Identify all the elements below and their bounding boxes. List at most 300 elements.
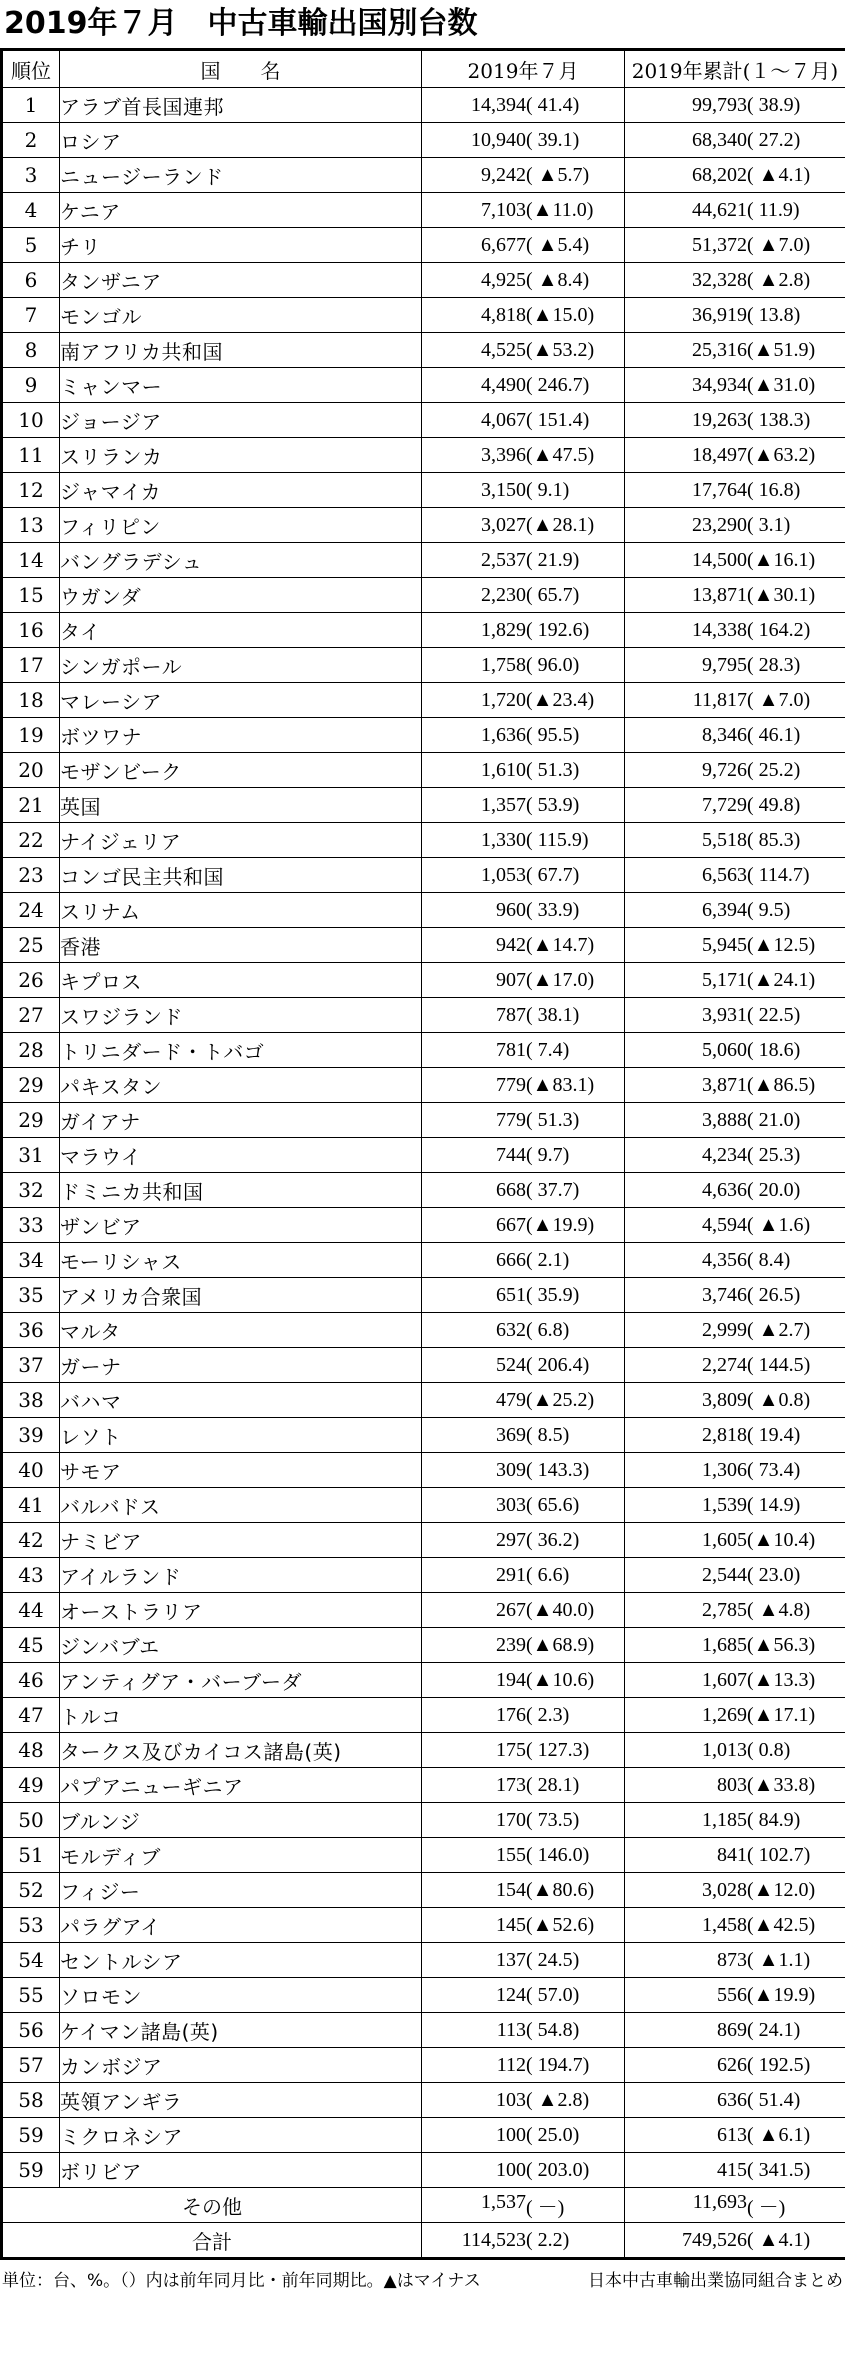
ytd-change: ( 28.3) [747, 653, 801, 676]
total-month [422, 2223, 625, 2259]
ytd-cell [625, 1243, 845, 1278]
table-row [2, 753, 845, 788]
table-row [2, 228, 845, 263]
table-row [2, 1733, 845, 1768]
country-cell: セントルシア [60, 1943, 422, 1978]
ytd-cell [625, 123, 845, 158]
country-cell: アメリカ合衆国 [60, 1278, 422, 1313]
month-change: ( 57.0) [526, 1983, 580, 2006]
table-row [2, 1663, 845, 1698]
ytd-cell [625, 1698, 845, 1733]
ytd-value: 3,931 [702, 1003, 747, 1026]
rank-cell: 26 [2, 963, 60, 998]
ytd-value: 7,729 [702, 793, 747, 816]
month-change: ( 38.1) [526, 1003, 580, 1026]
month-value: 124 [496, 1983, 526, 2006]
month-value: 1,758 [481, 653, 526, 676]
table-row [2, 893, 845, 928]
rank-cell: 12 [2, 473, 60, 508]
ytd-change: (▲51.9) [747, 338, 816, 361]
ytd-value: 1,607 [702, 1668, 747, 1691]
country-cell: ザンビア [60, 1208, 422, 1243]
rank-cell: 29 [2, 1068, 60, 1103]
total-label: 合計 [2, 2223, 422, 2259]
month-change: ( 246.7) [526, 373, 590, 396]
country-cell: レソト [60, 1418, 422, 1453]
month-value: 1,357 [481, 793, 526, 816]
month-cell [422, 1523, 625, 1558]
rank-cell: 32 [2, 1173, 60, 1208]
table-row [2, 158, 845, 193]
rank-cell: 6 [2, 263, 60, 298]
table-row [2, 543, 845, 578]
month-change: ( ▲2.8) [526, 2088, 590, 2111]
ytd-change: ( ▲2.7) [747, 1318, 811, 1341]
month-cell [422, 1593, 625, 1628]
month-change: (▲14.7) [526, 933, 595, 956]
month-value: 175 [496, 1738, 526, 1761]
month-change: ( 203.0) [526, 2158, 590, 2181]
rank-cell: 53 [2, 1908, 60, 1943]
country-cell: カンボジア [60, 2048, 422, 2083]
table-row [2, 1523, 845, 1558]
ytd-cell [625, 193, 845, 228]
ytd-change: ( 19.4) [747, 1423, 801, 1446]
ytd-cell [625, 963, 845, 998]
ytd-change: ( 16.8) [747, 478, 801, 501]
month-cell [422, 1383, 625, 1418]
country-cell: タンザニア [60, 263, 422, 298]
ytd-value: 9,795 [702, 653, 747, 676]
rank-cell: 24 [2, 893, 60, 928]
ytd-value: 3,028 [702, 1878, 747, 1901]
page-title: 2019年７月 中古車輸出国別台数 [4, 6, 478, 41]
rank-cell: 54 [2, 1943, 60, 1978]
table-row [2, 1278, 845, 1313]
month-value: 4,925 [481, 268, 526, 291]
month-cell [422, 1278, 625, 1313]
rank-cell: 4 [2, 193, 60, 228]
country-cell: バングラデシュ [60, 543, 422, 578]
ytd-cell [625, 753, 845, 788]
ytd-value: 4,234 [702, 1143, 747, 1166]
ytd-value: 3,871 [702, 1073, 747, 1096]
table-row [2, 263, 845, 298]
month-change: ( ▲8.4) [526, 268, 590, 291]
month-value: 176 [496, 1703, 526, 1726]
ytd-value: 99,793 [692, 93, 747, 116]
month-cell [422, 473, 625, 508]
month-change: ( 192.6) [526, 618, 590, 641]
ytd-cell [625, 88, 845, 123]
rank-cell: 51 [2, 1838, 60, 1873]
rank-cell: 19 [2, 718, 60, 753]
month-value: 779 [496, 1073, 526, 1096]
ytd-change: ( 25.2) [747, 758, 801, 781]
table-row [2, 2153, 845, 2188]
ytd-change: ( 84.9) [747, 1808, 801, 1831]
rank-cell: 55 [2, 1978, 60, 2013]
ytd-cell [625, 1908, 845, 1943]
month-cell [422, 998, 625, 1033]
ytd-change: (▲56.3) [747, 1633, 816, 1656]
month-value: 1,720 [481, 688, 526, 711]
country-cell: アイルランド [60, 1558, 422, 1593]
ytd-value: 2,544 [702, 1563, 747, 1586]
month-cell [422, 1733, 625, 1768]
month-cell [422, 1103, 625, 1138]
month-cell [422, 2153, 625, 2188]
table-row [2, 963, 845, 998]
month-value: 960 [496, 898, 526, 921]
ytd-cell [625, 1138, 845, 1173]
ytd-change: (▲19.9) [747, 1983, 816, 2006]
ytd-change: ( 49.8) [747, 793, 801, 816]
month-value: 4,490 [481, 373, 526, 396]
month-value: 1,053 [481, 863, 526, 886]
ytd-cell [625, 1768, 845, 1803]
rank-cell: 59 [2, 2153, 60, 2188]
ytd-cell [625, 2013, 845, 2048]
rank-cell: 36 [2, 1313, 60, 1348]
month-value: 787 [496, 1003, 526, 1026]
other-month-value: 1,537 [481, 2190, 526, 2213]
table-row [2, 88, 845, 123]
month-value: 309 [496, 1458, 526, 1481]
rank-cell: 35 [2, 1278, 60, 1313]
month-value: 267 [496, 1598, 526, 1621]
rank-cell: 50 [2, 1803, 60, 1838]
ytd-change: (▲31.0) [747, 373, 816, 396]
month-change: ( 51.3) [526, 758, 580, 781]
month-change: ( 151.4) [526, 408, 590, 431]
rank-cell: 49 [2, 1768, 60, 1803]
ytd-cell [625, 2118, 845, 2153]
month-cell [422, 683, 625, 718]
country-cell: ジャマイカ [60, 473, 422, 508]
month-cell [422, 1628, 625, 1663]
month-cell [422, 123, 625, 158]
rank-cell: 38 [2, 1383, 60, 1418]
table-row [2, 648, 845, 683]
ytd-value: 6,563 [702, 863, 747, 886]
ytd-value: 5,518 [702, 828, 747, 851]
ytd-cell [625, 928, 845, 963]
rank-cell: 37 [2, 1348, 60, 1383]
ytd-value: 44,621 [692, 198, 747, 221]
ytd-change: ( 21.0) [747, 1108, 801, 1131]
month-change: (▲28.1) [526, 513, 595, 536]
month-value: 4,525 [481, 338, 526, 361]
ytd-value: 841 [717, 1843, 747, 1866]
month-cell [422, 193, 625, 228]
ytd-cell [625, 1348, 845, 1383]
ytd-value: 1,605 [702, 1528, 747, 1551]
ytd-cell [625, 2048, 845, 2083]
month-cell [422, 543, 625, 578]
month-cell [422, 368, 625, 403]
month-change: ( 25.0) [526, 2123, 580, 2146]
month-value: 667 [496, 1213, 526, 1236]
month-change: ( ▲5.7) [526, 163, 590, 186]
rank-cell: 17 [2, 648, 60, 683]
rank-cell: 15 [2, 578, 60, 613]
table-row [2, 823, 845, 858]
ytd-cell [625, 718, 845, 753]
ytd-cell [625, 1838, 845, 1873]
rank-cell: 33 [2, 1208, 60, 1243]
other-label: その他 [2, 2188, 422, 2223]
ytd-cell [625, 2153, 845, 2188]
total-ytd [625, 2223, 845, 2259]
ytd-value: 3,809 [702, 1388, 747, 1411]
country-cell: パプアニューギニア [60, 1768, 422, 1803]
month-change: (▲19.9) [526, 1213, 595, 1236]
ytd-change: (▲42.5) [747, 1913, 816, 1936]
ytd-value: 556 [717, 1983, 747, 2006]
table-row [2, 1698, 845, 1733]
ytd-value: 1,269 [702, 1703, 747, 1726]
month-change: ( 53.9) [526, 793, 580, 816]
month-cell [422, 1488, 625, 1523]
month-value: 297 [496, 1528, 526, 1551]
month-value: 7,103 [481, 198, 526, 221]
month-value: 103 [496, 2088, 526, 2111]
ytd-value: 1,185 [702, 1808, 747, 1831]
footer-source: 日本中古車輸出業協同組合まとめ [588, 2271, 843, 2291]
table-row [2, 1978, 845, 2013]
country-cell: 香港 [60, 928, 422, 963]
country-cell: ミクロネシア [60, 2118, 422, 2153]
month-cell [422, 648, 625, 683]
ytd-value: 626 [717, 2053, 747, 2076]
table-row [2, 1418, 845, 1453]
ytd-value: 4,594 [702, 1213, 747, 1236]
ytd-cell [625, 1278, 845, 1313]
country-cell: ジンバブエ [60, 1628, 422, 1663]
month-cell [422, 578, 625, 613]
month-value: 9,242 [481, 163, 526, 186]
ytd-change: ( 20.0) [747, 1178, 801, 1201]
ytd-change: ( ▲7.0) [747, 688, 811, 711]
rank-cell: 9 [2, 368, 60, 403]
month-cell [422, 753, 625, 788]
ytd-value: 8,346 [702, 723, 747, 746]
country-cell: モザンビーク [60, 753, 422, 788]
table-row [2, 683, 845, 718]
ytd-cell [625, 1733, 845, 1768]
ytd-change: (▲24.1) [747, 968, 816, 991]
month-change: ( 54.8) [526, 2018, 580, 2041]
month-change: ( 24.5) [526, 1948, 580, 1971]
country-cell: バルバドス [60, 1488, 422, 1523]
rank-cell: 3 [2, 158, 60, 193]
month-value: 781 [496, 1038, 526, 1061]
ytd-cell [625, 1453, 845, 1488]
month-cell [422, 1138, 625, 1173]
rank-cell: 28 [2, 1033, 60, 1068]
ytd-change: (▲12.5) [747, 933, 816, 956]
rank-cell: 2 [2, 123, 60, 158]
country-cell: コンゴ民主共和国 [60, 858, 422, 893]
month-change: (▲68.9) [526, 1633, 595, 1656]
ytd-value: 415 [717, 2158, 747, 2181]
month-cell [422, 1768, 625, 1803]
ytd-change: (▲10.4) [747, 1528, 816, 1551]
ytd-value: 1,685 [702, 1633, 747, 1656]
rank-cell: 44 [2, 1593, 60, 1628]
month-value: 112 [496, 2053, 526, 2076]
month-change: (▲53.2) [526, 338, 595, 361]
ytd-change: ( 14.9) [747, 1493, 801, 1516]
month-change: (▲25.2) [526, 1388, 595, 1411]
header-month: 2019年７月 [422, 50, 625, 88]
ytd-cell [625, 998, 845, 1033]
ytd-cell [625, 543, 845, 578]
other-ytd-change: ( －) [747, 2196, 786, 2219]
month-change: (▲52.6) [526, 1913, 595, 1936]
country-cell: マラウイ [60, 1138, 422, 1173]
ytd-value: 636 [717, 2088, 747, 2111]
ytd-value: 14,338 [692, 618, 747, 641]
table-row [2, 1243, 845, 1278]
country-cell: シンガポール [60, 648, 422, 683]
ytd-cell [625, 1488, 845, 1523]
table-row [2, 368, 845, 403]
table-row [2, 718, 845, 753]
country-cell: モンゴル [60, 298, 422, 333]
ytd-cell [625, 1873, 845, 1908]
ytd-change: ( 25.3) [747, 1143, 801, 1166]
country-cell: チリ [60, 228, 422, 263]
month-value: 524 [496, 1353, 526, 1376]
ytd-change: ( 73.4) [747, 1458, 801, 1481]
month-cell [422, 1173, 625, 1208]
month-cell [422, 1453, 625, 1488]
month-change: (▲40.0) [526, 1598, 595, 1621]
ytd-change: ( 13.8) [747, 303, 801, 326]
month-cell [422, 1558, 625, 1593]
month-value: 907 [496, 968, 526, 991]
ytd-cell [625, 228, 845, 263]
month-value: 666 [496, 1248, 526, 1271]
other-ytd [625, 2188, 845, 2223]
ytd-value: 51,372 [692, 233, 747, 256]
country-cell: ブルンジ [60, 1803, 422, 1838]
table-row [2, 1558, 845, 1593]
ytd-change: ( 138.3) [747, 408, 811, 431]
ytd-change: ( ▲1.6) [747, 1213, 811, 1236]
country-cell: モーリシャス [60, 1243, 422, 1278]
ytd-change: ( 102.7) [747, 1843, 811, 1866]
month-value: 651 [496, 1283, 526, 1306]
month-change: ( 9.7) [526, 1143, 570, 1166]
ytd-cell [625, 1593, 845, 1628]
ytd-value: 3,746 [702, 1283, 747, 1306]
table-row [2, 1943, 845, 1978]
month-change: ( 67.7) [526, 863, 580, 886]
rank-cell: 23 [2, 858, 60, 893]
month-cell [422, 1418, 625, 1453]
ytd-change: (▲16.1) [747, 548, 816, 571]
ytd-cell [625, 2083, 845, 2118]
rank-cell: 31 [2, 1138, 60, 1173]
rank-cell: 25 [2, 928, 60, 963]
month-value: 479 [496, 1388, 526, 1411]
ytd-cell [625, 1663, 845, 1698]
ytd-cell [625, 1068, 845, 1103]
month-change: ( 41.4) [526, 93, 580, 116]
total-row [2, 2223, 845, 2259]
ytd-value: 19,263 [692, 408, 747, 431]
ytd-value: 17,764 [692, 478, 747, 501]
month-value: 194 [496, 1668, 526, 1691]
ytd-change: ( 8.4) [747, 1248, 791, 1271]
rank-cell: 7 [2, 298, 60, 333]
rank-cell: 10 [2, 403, 60, 438]
ytd-change: ( 164.2) [747, 618, 811, 641]
ytd-value: 803 [717, 1773, 747, 1796]
month-change: ( 95.5) [526, 723, 580, 746]
country-cell: オーストラリア [60, 1593, 422, 1628]
country-cell: タイ [60, 613, 422, 648]
month-change: ( 2.3) [526, 1703, 570, 1726]
rank-cell: 27 [2, 998, 60, 1033]
month-change: (▲80.6) [526, 1878, 595, 1901]
ytd-change: ( 24.1) [747, 2018, 801, 2041]
month-change: ( 6.8) [526, 1318, 570, 1341]
month-change: ( 28.1) [526, 1773, 580, 1796]
ytd-cell [625, 333, 845, 368]
table-row [2, 1138, 845, 1173]
month-value: 154 [496, 1878, 526, 1901]
month-change: (▲15.0) [526, 303, 595, 326]
table-row [2, 858, 845, 893]
country-cell: トルコ [60, 1698, 422, 1733]
month-value: 170 [496, 1808, 526, 1831]
rank-cell: 14 [2, 543, 60, 578]
ytd-cell [625, 1978, 845, 2013]
month-cell [422, 788, 625, 823]
other-ytd-value: 11,693 [692, 2190, 747, 2213]
ytd-cell [625, 508, 845, 543]
month-cell [422, 858, 625, 893]
total-month-value: 114,523 [461, 2228, 526, 2251]
ytd-change: ( ▲4.1) [747, 163, 811, 186]
table-row [2, 298, 845, 333]
rank-cell: 13 [2, 508, 60, 543]
ytd-value: 1,458 [702, 1913, 747, 1936]
rank-cell: 29 [2, 1103, 60, 1138]
month-change: ( 36.2) [526, 1528, 580, 1551]
table-row [2, 2048, 845, 2083]
month-value: 3,150 [481, 478, 526, 501]
month-value: 2,230 [481, 583, 526, 606]
month-cell [422, 1698, 625, 1733]
ytd-change: ( ▲6.1) [747, 2123, 811, 2146]
month-value: 632 [496, 1318, 526, 1341]
country-cell: フィリピン [60, 508, 422, 543]
table-row [2, 1593, 845, 1628]
month-value: 100 [496, 2123, 526, 2146]
ytd-cell [625, 1523, 845, 1558]
ytd-value: 6,394 [702, 898, 747, 921]
ytd-change: ( 18.6) [747, 1038, 801, 1061]
country-cell: 英国 [60, 788, 422, 823]
month-value: 173 [496, 1773, 526, 1796]
ytd-cell [625, 1103, 845, 1138]
ytd-change: ( ▲0.8) [747, 1388, 811, 1411]
